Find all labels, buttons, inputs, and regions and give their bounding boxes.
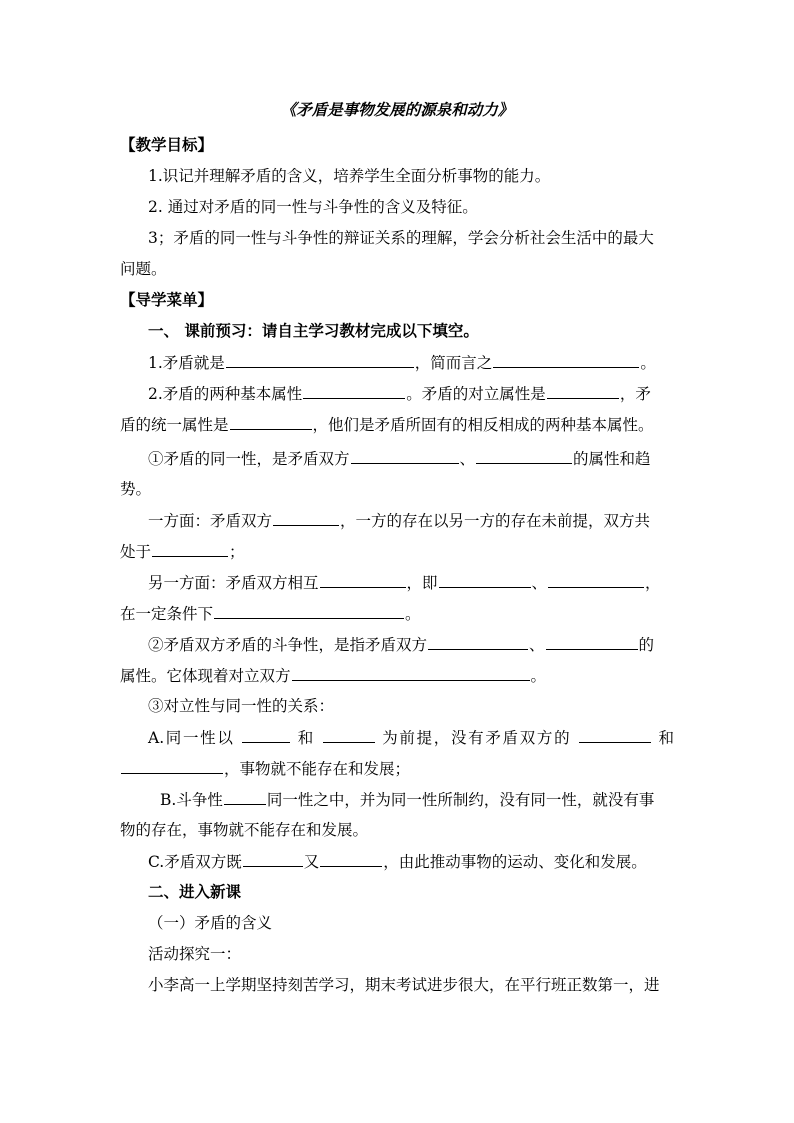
fill-blank[interactable] [292, 665, 530, 681]
question-8-line1 [148, 727, 674, 748]
question-text: ，即 [406, 574, 438, 592]
question-text: 一方面：矛盾双方 [148, 512, 273, 530]
question-text: 、 [459, 450, 476, 468]
question-text: ，简而言之 [414, 354, 493, 372]
question-text: 和 [297, 729, 315, 747]
fill-blank[interactable] [323, 727, 375, 743]
question-text: 处于 [120, 543, 152, 561]
question-text: 1.矛盾就是 [148, 354, 225, 372]
activity-label: 活动探究一： [148, 945, 242, 963]
objective-3-line1: 3；矛盾的同一性与斗争性的辩证关系的理解，学会分析社会生活中的最大 [148, 229, 654, 247]
question-10 [148, 851, 647, 872]
question-9-line1 [160, 789, 654, 810]
question-text: 。 [405, 605, 421, 623]
question-9-line2: 物的存在，事物就不能存在和发展。 [120, 821, 369, 839]
question-text: 。 [640, 354, 656, 372]
fill-blank[interactable] [548, 572, 644, 588]
fill-blank[interactable] [428, 634, 528, 650]
question-text: 为前提，没有矛盾双方的 [382, 729, 572, 747]
part-2-heading: 二、进入新课 [148, 882, 242, 901]
question-2-line1 [148, 383, 651, 404]
question-text: ①矛盾的同一性，是矛盾双方 [148, 450, 350, 468]
question-text: 又 [303, 853, 320, 871]
fill-blank[interactable] [547, 383, 619, 399]
fill-blank[interactable] [224, 789, 266, 805]
fill-blank[interactable] [493, 352, 639, 368]
fill-blank[interactable] [152, 541, 228, 557]
question-3-line2: 势。 [120, 480, 152, 498]
fill-blank[interactable] [303, 383, 405, 399]
fill-blank[interactable] [351, 448, 459, 464]
question-text: 2.矛盾的两种基本属性 [148, 385, 303, 403]
fill-blank[interactable] [121, 758, 223, 774]
fill-blank[interactable] [320, 851, 382, 867]
document-title: 《矛盾是事物发展的源泉和动力》 [280, 100, 514, 119]
question-text: 另一方面：矛盾双方相互 [148, 574, 319, 592]
question-text: ，他们是矛盾所固有的相反相成的两种基本属性。 [312, 416, 654, 434]
question-2-line2 [120, 414, 654, 435]
question-text: 属性。它体现着对立双方 [120, 667, 291, 685]
fill-blank[interactable] [226, 352, 414, 368]
section-heading-guide: 【导学菜单】 [120, 290, 214, 309]
question-text: ，事物就不能存在和发展； [224, 760, 411, 778]
question-6-line2 [120, 665, 546, 686]
question-text: 和 [658, 729, 675, 747]
objective-1: 1.识记并理解矛盾的含义，培养学生全面分析事物的能力。 [148, 167, 551, 185]
question-text: 在一定条件下 [120, 605, 214, 623]
question-text: B.斗争性 [160, 791, 223, 809]
question-4-line1 [148, 510, 650, 531]
question-text: ，一方的存在以另一方的存在未前提，双方共 [340, 512, 651, 530]
question-text: A.同一性以 [148, 729, 235, 747]
question-text: ； [229, 543, 245, 561]
objective-2: 2. 通过对矛盾的同一性与斗争性的含义及特征。 [148, 198, 478, 216]
question-text: ②矛盾双方矛盾的斗争性，是指矛盾双方 [148, 636, 428, 654]
question-5-line2 [120, 603, 421, 624]
fill-blank[interactable] [579, 727, 651, 743]
fill-blank[interactable] [273, 510, 339, 526]
question-6-line1 [148, 634, 654, 655]
question-1 [148, 352, 656, 373]
question-4-line2 [120, 541, 245, 562]
fill-blank[interactable] [439, 572, 531, 588]
question-text: 、 [529, 636, 545, 654]
question-text: 盾的统一属性是 [120, 416, 229, 434]
fill-blank[interactable] [476, 448, 572, 464]
fill-blank[interactable] [214, 603, 404, 619]
section-heading-objectives: 【教学目标】 [120, 135, 214, 154]
fill-blank[interactable] [546, 634, 638, 650]
question-7: ③对立性与同一性的关系： [148, 697, 335, 715]
fill-blank[interactable] [320, 572, 406, 588]
question-5-line1 [148, 572, 661, 593]
question-text: ，矛 [619, 385, 651, 403]
question-text: 的 [638, 636, 655, 654]
question-text: 的属性和趋 [573, 450, 651, 468]
question-3-line1 [148, 448, 651, 469]
part-1-heading: 一、 课前预习：请自主学习教材完成以下填空。 [148, 321, 479, 340]
subsection-heading: （一）矛盾的含义 [148, 914, 273, 932]
story-paragraph: 小李高一上学期坚持刻苦学习，期末考试进步很大，在平行班正数第一，进 [148, 976, 660, 994]
question-8-line2 [120, 758, 410, 779]
question-text: ，由此推动事物的运动、变化和发展。 [383, 853, 647, 871]
question-text: 同一性之中，并为同一性所制约，没有同一性，就没有事 [266, 791, 655, 809]
question-text: ， [645, 574, 661, 592]
question-text: 。 [530, 667, 547, 685]
objective-3-line2: 问题。 [120, 260, 167, 278]
question-text: C.矛盾双方既 [148, 853, 242, 871]
question-text: 。矛盾的对立属性是 [406, 385, 546, 403]
fill-blank[interactable] [242, 727, 290, 743]
fill-blank[interactable] [243, 851, 303, 867]
question-text: 、 [531, 574, 548, 592]
fill-blank[interactable] [230, 414, 312, 430]
